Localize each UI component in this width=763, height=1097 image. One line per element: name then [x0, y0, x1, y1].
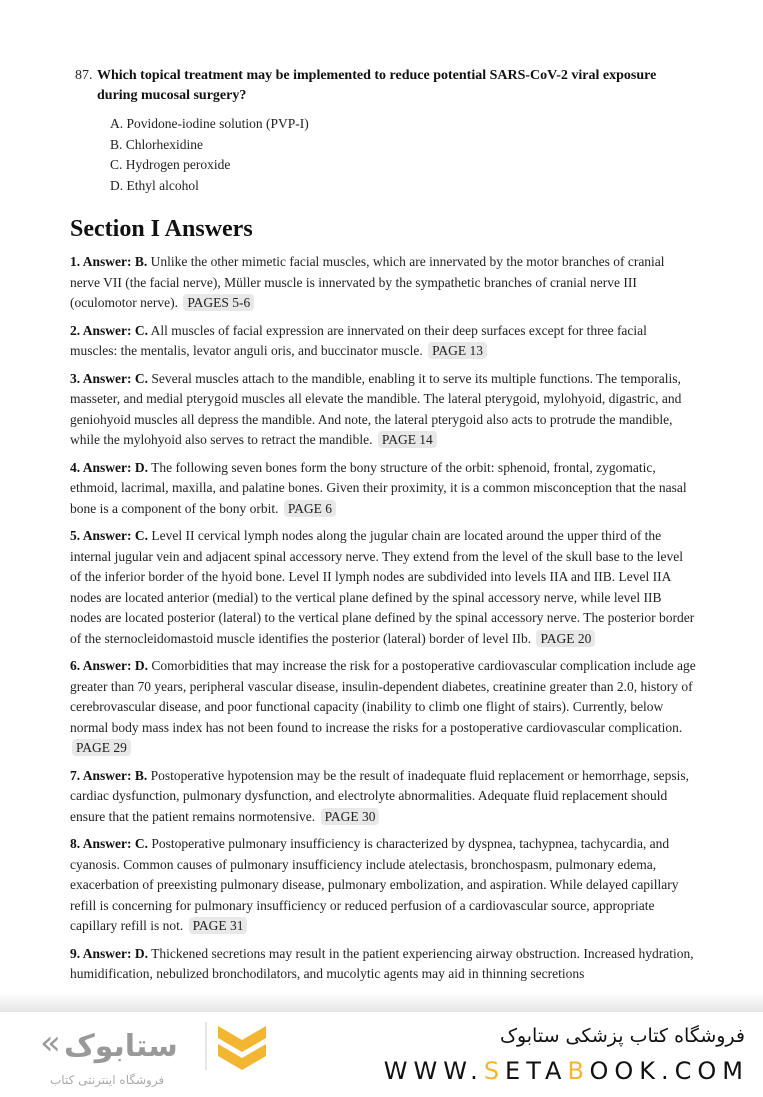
- page-reference-badge[interactable]: PAGE 20: [536, 630, 595, 647]
- url-part: OOK.COM: [589, 1056, 749, 1085]
- answer-item: [70, 656, 696, 759]
- answer-label: 2. Answer: C.: [70, 322, 148, 338]
- page-reference-badge[interactable]: PAGE 31: [189, 917, 248, 934]
- answer-item: [70, 834, 696, 937]
- page-reference-badge[interactable]: PAGE 13: [428, 342, 487, 359]
- page-reference-badge[interactable]: PAGE 6: [284, 500, 336, 517]
- page-reference-badge[interactable]: PAGE 30: [321, 808, 380, 825]
- answer-label: 1. Answer: B.: [70, 254, 148, 269]
- store-name: فروشگاه کتاب پزشکی ستابوک: [499, 1024, 745, 1047]
- url-part: B: [567, 1056, 590, 1085]
- answer-text: Thickened secretions may result in the patient experiencing airway obstruction. Increased hydration, humidification, nebulized bronchodilators, and mucolytic agents may aid in thinning secretions: [70, 945, 694, 981]
- answer-label: 6. Answer: D.: [70, 658, 148, 673]
- footer-banner: [0, 1012, 763, 1097]
- svg-text:«: «: [40, 1022, 61, 1063]
- svg-text:ستابوک: ستابوک: [64, 1028, 178, 1064]
- answer-text: Level II cervical lymph nodes along the jugular chain are located around the upper third of the internal jugular vein and adjacent spinal accessory nerve. They extend from the level of the skull base to the level of the inferior border of the hyoid bone. Level II lymph nodes are subdivided into levels IIA and IIB. Level IIA nodes are located anterior (medial) to the vertical plane defined by the spinal accessory nerve, while level IIB nodes are located posterior (lateral) to the vertical plane defined by the spinal accessory nerve. The posterior border of the sternocleidomastoid muscle identifies the posterior (lateral) border of level IIb.: [70, 528, 695, 646]
- answer-text: Postoperative pulmonary insufficiency is characterized by dyspnea, tachypnea, tachycardia, and cyanosis. Common causes of pulmonary insufficiency include atelectasis, bronchospasm, pulmonary edema, exacerbation of preexisting pulmonary disease, pulmonary embolization, and aspiration. While delayed capillary refill is concerning for pulmonary insufficiency or reduced perfusion of a cardiovascular source, appropriate capillary refill is not.: [70, 836, 679, 933]
- answer-label: 8. Answer: C.: [70, 836, 148, 851]
- section-title: Section I Answers: [70, 216, 253, 242]
- answer-options: [110, 114, 695, 196]
- answer-text: Postoperative hypotension may be the result of inadequate fluid replacement or hemorrhage, sepsis, cardiac dysfunction, pulmonary dysfunction, and electrolyte abnormalities. Adequate fluid replacement should ensure that the patient remains normotensive.: [70, 767, 689, 824]
- option-a: A. Povidone-iodine solution (PVP-I): [110, 116, 309, 131]
- url-part: WWW.: [383, 1056, 484, 1085]
- answer-label: 9. Answer: D.: [70, 945, 148, 961]
- answer-text: Unlike the other mimetic facial muscles, which are innervated by the motor branches of cranial nerve VII (the facial nerve), Müller muscle is innervated by the sympathetic branches of cranial nerve III (oculomotor nerve).: [70, 254, 665, 310]
- option-c: C. Hydrogen peroxide: [110, 157, 231, 172]
- answer-item: [70, 321, 696, 362]
- answer-label: 3. Answer: C.: [70, 370, 148, 386]
- option-d: D. Ethyl alcohol: [110, 177, 199, 193]
- answer-item: [70, 944, 696, 985]
- answer-item: [70, 252, 696, 314]
- answer-text: The following seven bones form the bony structure of the orbit: sphenoid, frontal, zygomatic, ethmoid, lacrimal, maxilla, and palatine bones. Given their proximity, it is a common misconception that the nasal bone is a component of the bony orbit.: [70, 459, 687, 516]
- page-reference-badge[interactable]: PAGE 14: [378, 431, 437, 448]
- page-reference-badge[interactable]: PAGES 5-6: [183, 294, 254, 311]
- answer-text: Comorbidities that may increase the risk for a postoperative cardiovascular complication include age greater than 70 years, peripheral vascular disease, insulin-dependent diabetes, creatinine greater than 2.0, history of cerebrovascular disease, and poor functional capacity (inability to climb one flight of stairs). Currently, below normal body mass index has not been found to increase the risks for a postoperative cardiovascular complication.: [70, 658, 696, 735]
- url-part: ETA: [505, 1056, 568, 1085]
- answer-text: All muscles of facial expression are innervated on their deep surfaces except for three facial muscles: the mentalis, levator anguli oris, and buccinator muscle.: [70, 322, 647, 358]
- page-reference-badge[interactable]: PAGE 29: [72, 739, 131, 756]
- answer-label: 4. Answer: D.: [70, 459, 148, 475]
- question-number: 87.: [75, 68, 93, 83]
- answer-item: [70, 458, 696, 520]
- option-b: B. Chlorhexidine: [110, 136, 203, 152]
- answers-list: [70, 252, 696, 985]
- footer-shadow: [0, 992, 763, 1012]
- answer-item: [70, 526, 696, 649]
- question-stem: Which topical treatment may be implemented to reduce potential SARS-CoV-2 viral exposure during mucosal surgery?: [97, 68, 657, 103]
- answer-item: [70, 766, 696, 828]
- url-part: S: [483, 1056, 506, 1085]
- logo-subtitle: فروشگاه اینترنتی کتاب: [50, 1072, 165, 1087]
- answer-item: [70, 369, 696, 451]
- answer-label: 7. Answer: B.: [70, 767, 148, 783]
- answer-label: 5. Answer: C.: [70, 528, 148, 543]
- question-87: [75, 66, 695, 196]
- answer-text: Several muscles attach to the mandible, enabling it to serve its multiple functions. The temporalis, masseter, and medial pterygoid muscles all elevate the mandible. The lateral pterygoid, mylohyoid, digastric, and geniohyoid muscles all depress the mandible. And note, the lateral pterygoid also acts to protrude the mandible, while the mylohyoid also serves to retract the mandible.: [70, 370, 682, 447]
- store-url[interactable]: [384, 1056, 749, 1086]
- setabook-logo: [30, 1016, 270, 1070]
